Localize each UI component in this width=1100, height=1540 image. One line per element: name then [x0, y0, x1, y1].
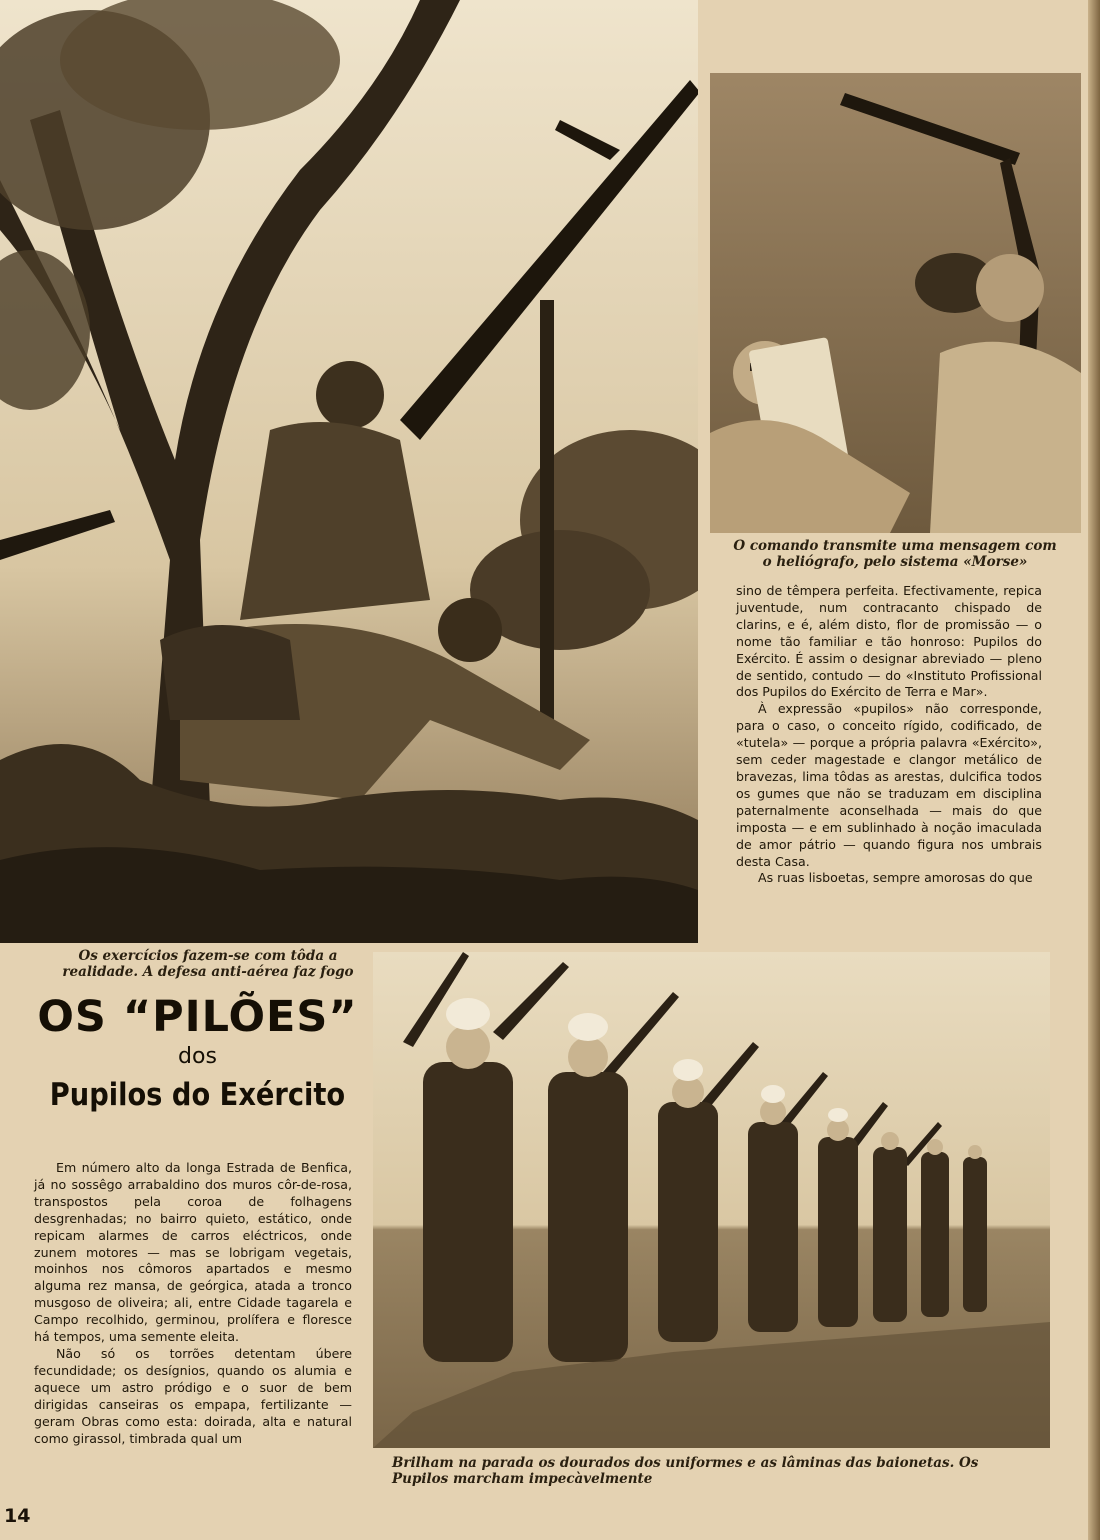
page-binding-edge	[1088, 0, 1100, 1540]
article-paragraph: À expressão «pupilos» não corresponde, para o caso, o conceito rígido, codificado, de «tutela» — porque a própria palavra «Exército», sem ceder magestade e clangor metálico de bravezas, lima tôdas as arestas, dulcifica todos os gumes que não se traduzam em disciplina paternalmente aconselhada — mais do que imposta — e em sublinhado à noção imaculada de amor pátrio — quando figura nos umbrais desta Casa.	[736, 701, 1042, 869]
title-line-dos: dos	[178, 1044, 217, 1069]
article-paragraph: Não só os torrões detentam úbere fecundidade; os desígnios, quando os alumia e aquece um astro pródigo e o suor de bem dirigidas canseiras os empapa, fertilizante — geram Obras como esta: doirada, alta e natural como girassol, timbrada qual um	[34, 1345, 352, 1446]
article-right-column	[736, 583, 1042, 887]
photo-antiaircraft-exercise	[0, 0, 698, 943]
title-line-pupilos: Pupilos do Exército	[49, 1077, 346, 1113]
caption-parade: Brilham na parada os dourados dos uniformes e as lâminas das baionetas. Os Pupilos marcham impecàvelmente	[392, 1455, 979, 1487]
article-paragraph: sino de têmpera perfeita. Efectivamente, repica juventude, num contracanto chispado de clarins, e é, além disto, flor de promissão — o nome tão familiar e tão honroso: Pupilos do Exército. É assim o designar abreviado — pleno de sentido, contudo — do «Instituto Profissional dos Pupilos do Exército de Terra e Mar».	[736, 583, 1042, 700]
caption-antiaircraft: Os exercícios fazem-se com tôda a realidade. A defesa anti-aérea faz fogo	[62, 948, 354, 980]
title-line-main: OS “PILÕES”	[37, 992, 358, 1042]
article-left-column	[34, 1160, 352, 1447]
photo-parade-illustration	[373, 952, 1050, 1448]
photo-heliograph-illustration	[710, 73, 1081, 533]
article-title	[20, 992, 375, 1118]
photo-parade	[373, 952, 1050, 1448]
page-number: 14	[4, 1505, 31, 1527]
article-paragraph: Em número alto da longa Estrada de Benfica, já no sossêgo arrabaldino dos muros côr-de-rosa, transpostos pela coroa de folhagens desgrenhadas; no bairro quieto, estático, onde repicam alarmes de carros eléctricos, onde zunem motores — mas se lobrigam vegetais, moinhos nos cômoros apartados e mesmo alguma rez mansa, de geórgica, atada a tronco musgoso de oliveira; ali, entre Cidade tagarela e Campo recolhido, germinou, prolífera e floresce há tempos, uma semente eleita.	[34, 1160, 352, 1345]
photo-antiaircraft-illustration	[0, 0, 698, 943]
photo-heliograph	[710, 73, 1081, 533]
article-paragraph: As ruas lisboetas, sempre amorosas do que	[758, 870, 1033, 886]
caption-heliograph: O comando transmite uma mensagem com o heliógrafo, pelo sistema «Morse»	[733, 538, 1057, 570]
